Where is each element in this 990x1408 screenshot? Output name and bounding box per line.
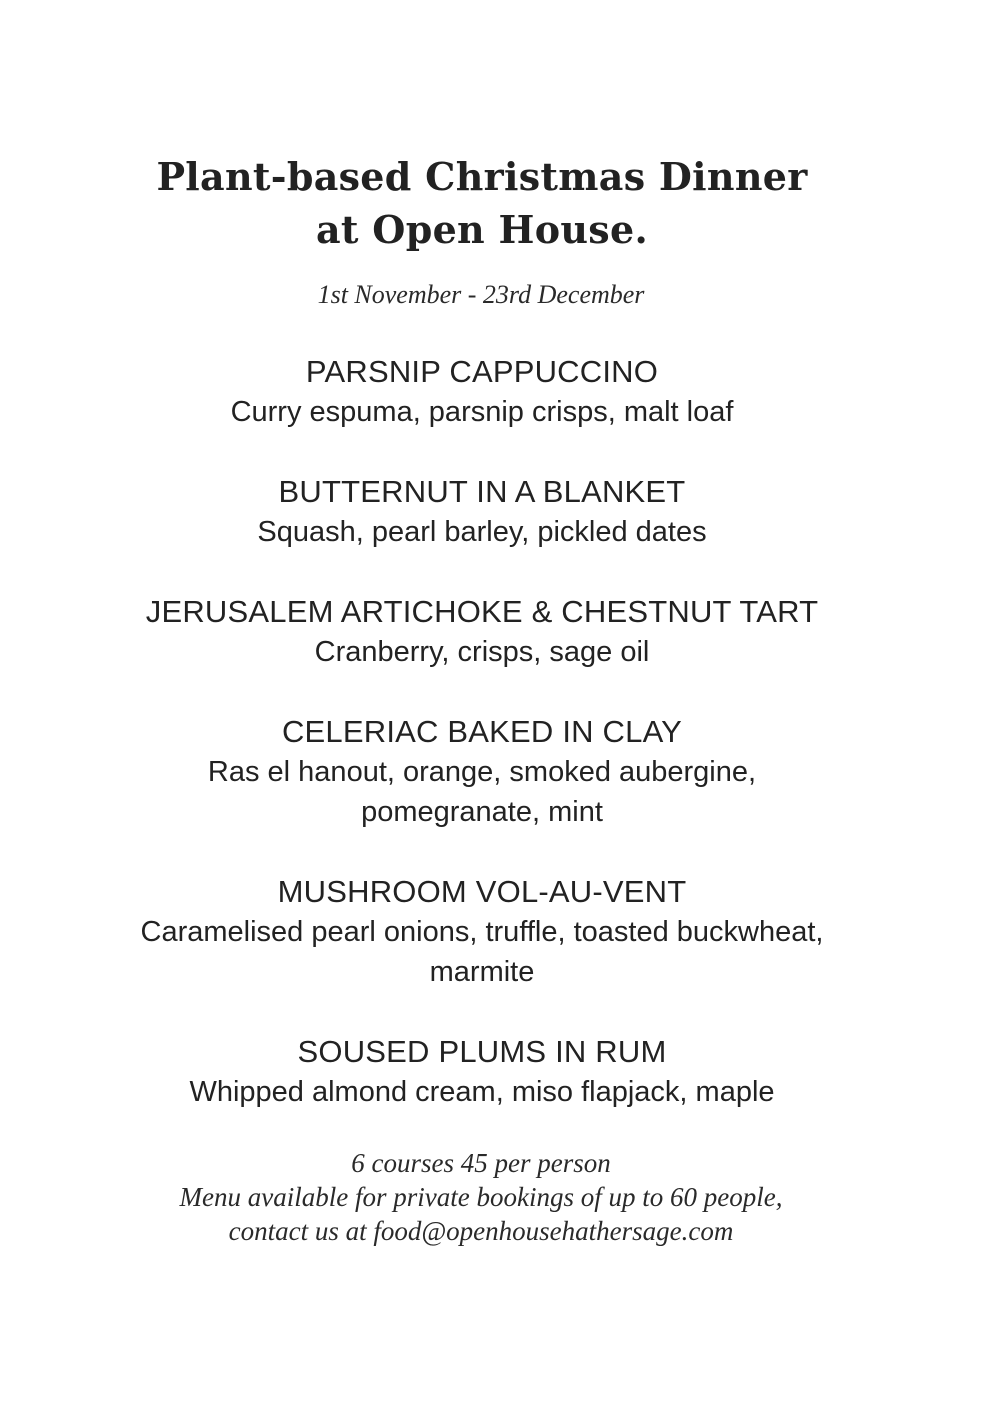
course-celeriac-baked-in-clay xyxy=(0,712,964,832)
course-soused-plums-in-rum xyxy=(0,1032,964,1112)
course-mushroom-vol-au-vent xyxy=(0,872,964,992)
course-description-line-2: pomegranate, mint xyxy=(361,796,603,828)
course-description-line-1: Ras el hanout, orange, smoked aubergine, xyxy=(207,756,757,788)
course-jerusalem-artichoke-tart xyxy=(0,592,964,672)
course-parsnip-cappuccino xyxy=(0,352,964,432)
course-name: MUSHROOM VOL-AU-VENT xyxy=(277,874,687,909)
private-bookings-note: Menu available for private bookings of up to 60 people, xyxy=(179,1182,783,1212)
availability-dates: 1st November - 23rd December xyxy=(317,280,645,309)
menu-footer xyxy=(0,1146,962,1248)
course-description: Squash, pearl barley, pickled dates xyxy=(257,516,707,548)
menu-title xyxy=(0,150,964,256)
course-butternut-in-a-blanket xyxy=(0,472,964,552)
menu-title-line-2: at Open House. xyxy=(316,207,648,252)
course-description: Curry espuma, parsnip crisps, malt loaf xyxy=(230,396,734,428)
course-name: CELERIAC BAKED IN CLAY xyxy=(281,714,683,749)
course-name: JERUSALEM ARTICHOKE & CHESTNUT TART xyxy=(145,594,819,629)
menu-title-line-1: Plant-based Christmas Dinner xyxy=(156,154,808,199)
course-name: BUTTERNUT IN A BLANKET xyxy=(278,474,686,509)
contact-note: contact us at food@openhousehathersage.com xyxy=(228,1216,734,1246)
course-description: Cranberry, crisps, sage oil xyxy=(314,636,650,668)
course-name: SOUSED PLUMS IN RUM xyxy=(297,1034,667,1069)
course-name: PARSNIP CAPPUCCINO xyxy=(305,354,659,389)
course-description-line-2: marmite xyxy=(429,956,535,988)
course-description: Whipped almond cream, miso flapjack, maple xyxy=(189,1076,775,1108)
course-description-line-1: Caramelised pearl onions, truffle, toasted buckwheat, xyxy=(140,916,824,948)
price-note: 6 courses 45 per person xyxy=(351,1148,611,1178)
